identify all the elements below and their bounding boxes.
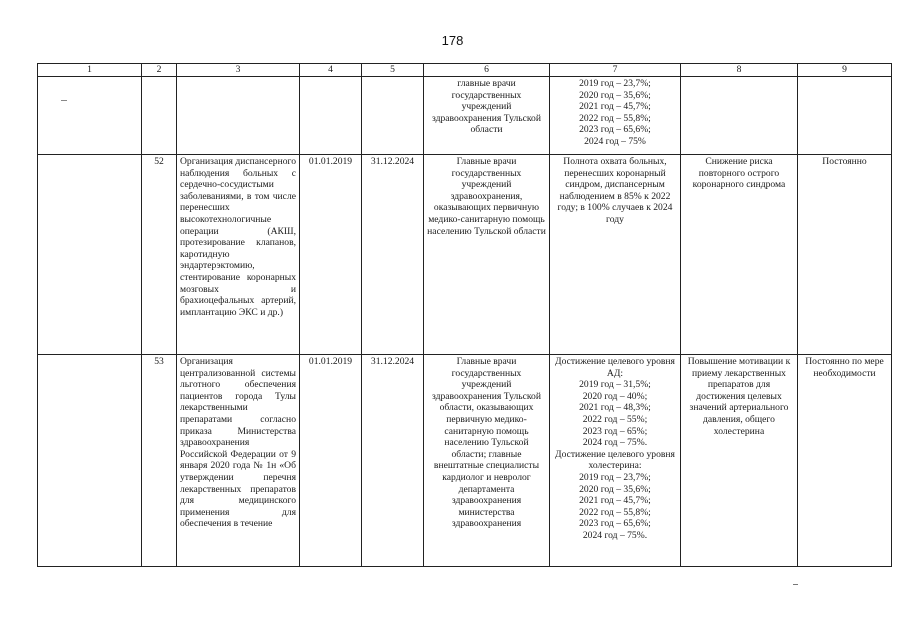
indicator-line: 2021 год – 45,7%; [579, 101, 651, 113]
indicator-line: 2022 год – 55,8%; [579, 506, 651, 518]
end-date: 31.12.2024 [362, 155, 424, 355]
frequency-cell: Постоянно [798, 155, 892, 355]
result-cell: Снижение риска повторного острого коронарного синдрома [681, 155, 798, 355]
indicator-cell [550, 355, 681, 567]
indicator-line: 2024 год – 75% [584, 135, 646, 147]
indicator-line: 2020 год – 35,6%; [579, 483, 651, 495]
table-row-52 [38, 155, 892, 355]
start-date: 01.01.2019 [300, 355, 362, 567]
indicator-cell: Полнота охвата больных, перенесших коронарный синдром, диспансерным наблюдением в 85% к 2022 году; в 100% случаев к 2024 году [550, 155, 681, 355]
table-row-continued [38, 77, 892, 155]
measure-name: Организация диспансерного наблюдения больных с сердечно-сосудистыми заболеваниями, в том числе перенесших высокотехнологичные операции (АКШ, протезирование клапанов, каротидную эндартерэктомию, стентирование коронарных мозговых и брахиоцефальных артерий, имплантацию ЭКС и др.) [177, 155, 300, 355]
header-cell: 2 [142, 64, 177, 77]
table-row-53 [38, 355, 892, 567]
indicator-line: 2021 год – 48,3%; [579, 402, 651, 414]
responsible-cell: Главные врачи государственных учреждений здравоохранения, оказывающих первичную медико-санитарную помощь населению Тульской области [424, 155, 550, 355]
start-date: 01.01.2019 [300, 155, 362, 355]
empty-cell [38, 355, 142, 567]
header-cell: 5 [362, 64, 424, 77]
responsible-cell: главные врачи государственных учреждений здравоохранения Тульской области [424, 77, 550, 155]
empty-cell [142, 77, 177, 155]
header-cell: 6 [424, 64, 550, 77]
indicator-line: 2023 год – 65%; [582, 425, 648, 437]
indicator-line: 2020 год – 35,6%; [579, 89, 651, 101]
indicator-line: 2023 год – 65,6%; [579, 124, 651, 136]
indicator-line: 2024 год – 75%. [582, 529, 648, 541]
indicator-line: 2022 год – 55%; [582, 413, 648, 425]
end-date: 31.12.2024 [362, 355, 424, 567]
indicator-line: 2019 год – 23,7%; [579, 78, 651, 89]
header-cell: 4 [300, 64, 362, 77]
frequency-cell: Постоянно по мере необходимости [798, 355, 892, 567]
empty-cell [300, 77, 362, 155]
header-cell: 8 [681, 64, 798, 77]
row-number: 52 [142, 155, 177, 355]
empty-cell [177, 77, 300, 155]
indicator-line: Достижение целевого уровня АД: [555, 356, 675, 379]
empty-cell [681, 77, 798, 155]
indicator-line: 2024 год – 75%. [582, 437, 648, 449]
indicator-line: 2021 год – 45,7%; [579, 495, 651, 507]
indicator-line: 2023 год – 65,6%; [579, 518, 651, 530]
header-row [38, 64, 892, 77]
indicator-cell [550, 77, 681, 155]
page-number: 178 [441, 33, 464, 48]
empty-cell [798, 77, 892, 155]
indicator-line: 2020 год – 40%; [582, 390, 648, 402]
header-cell: 1 [38, 64, 142, 77]
result-cell: Повышение мотивации к приему лекарственных препаратов для достижения целевых значений артериального давления, общего холестерина [681, 355, 798, 567]
margin-mark [793, 584, 798, 585]
row-number: 53 [142, 355, 177, 567]
empty-cell [38, 77, 142, 155]
empty-cell [362, 77, 424, 155]
indicator-line: Достижение целевого уровня холестерина: [555, 448, 675, 472]
indicator-line: 2022 год – 55,8%; [579, 112, 651, 124]
indicator-line: 2019 год – 23,7%; [579, 471, 651, 483]
header-cell: 9 [798, 64, 892, 77]
header-cell: 7 [550, 64, 681, 77]
indicator-line: 2019 год – 31,5%; [579, 379, 651, 391]
header-cell: 3 [177, 64, 300, 77]
empty-cell [38, 155, 142, 355]
measure-name: Организация централизованной системы льготного обеспечения пациентов города Тулы лекарственными препаратами согласно приказа Министерства здравоохранения Российской Федерации от 9 января 2020 года № 1н «Об утверждении перечня лекарственных препаратов для медицинского применения для обеспечения в течение [177, 355, 300, 567]
responsible-cell: Главные врачи государственных учреждений здравоохранения Тульской области, оказывающих первичную медико-санитарную помощь населению Тульской области; главные внештатные специалисты кардиолог и невролог департамента здравоохранения министерства здравоохранения [424, 355, 550, 567]
measures-table [37, 63, 892, 567]
